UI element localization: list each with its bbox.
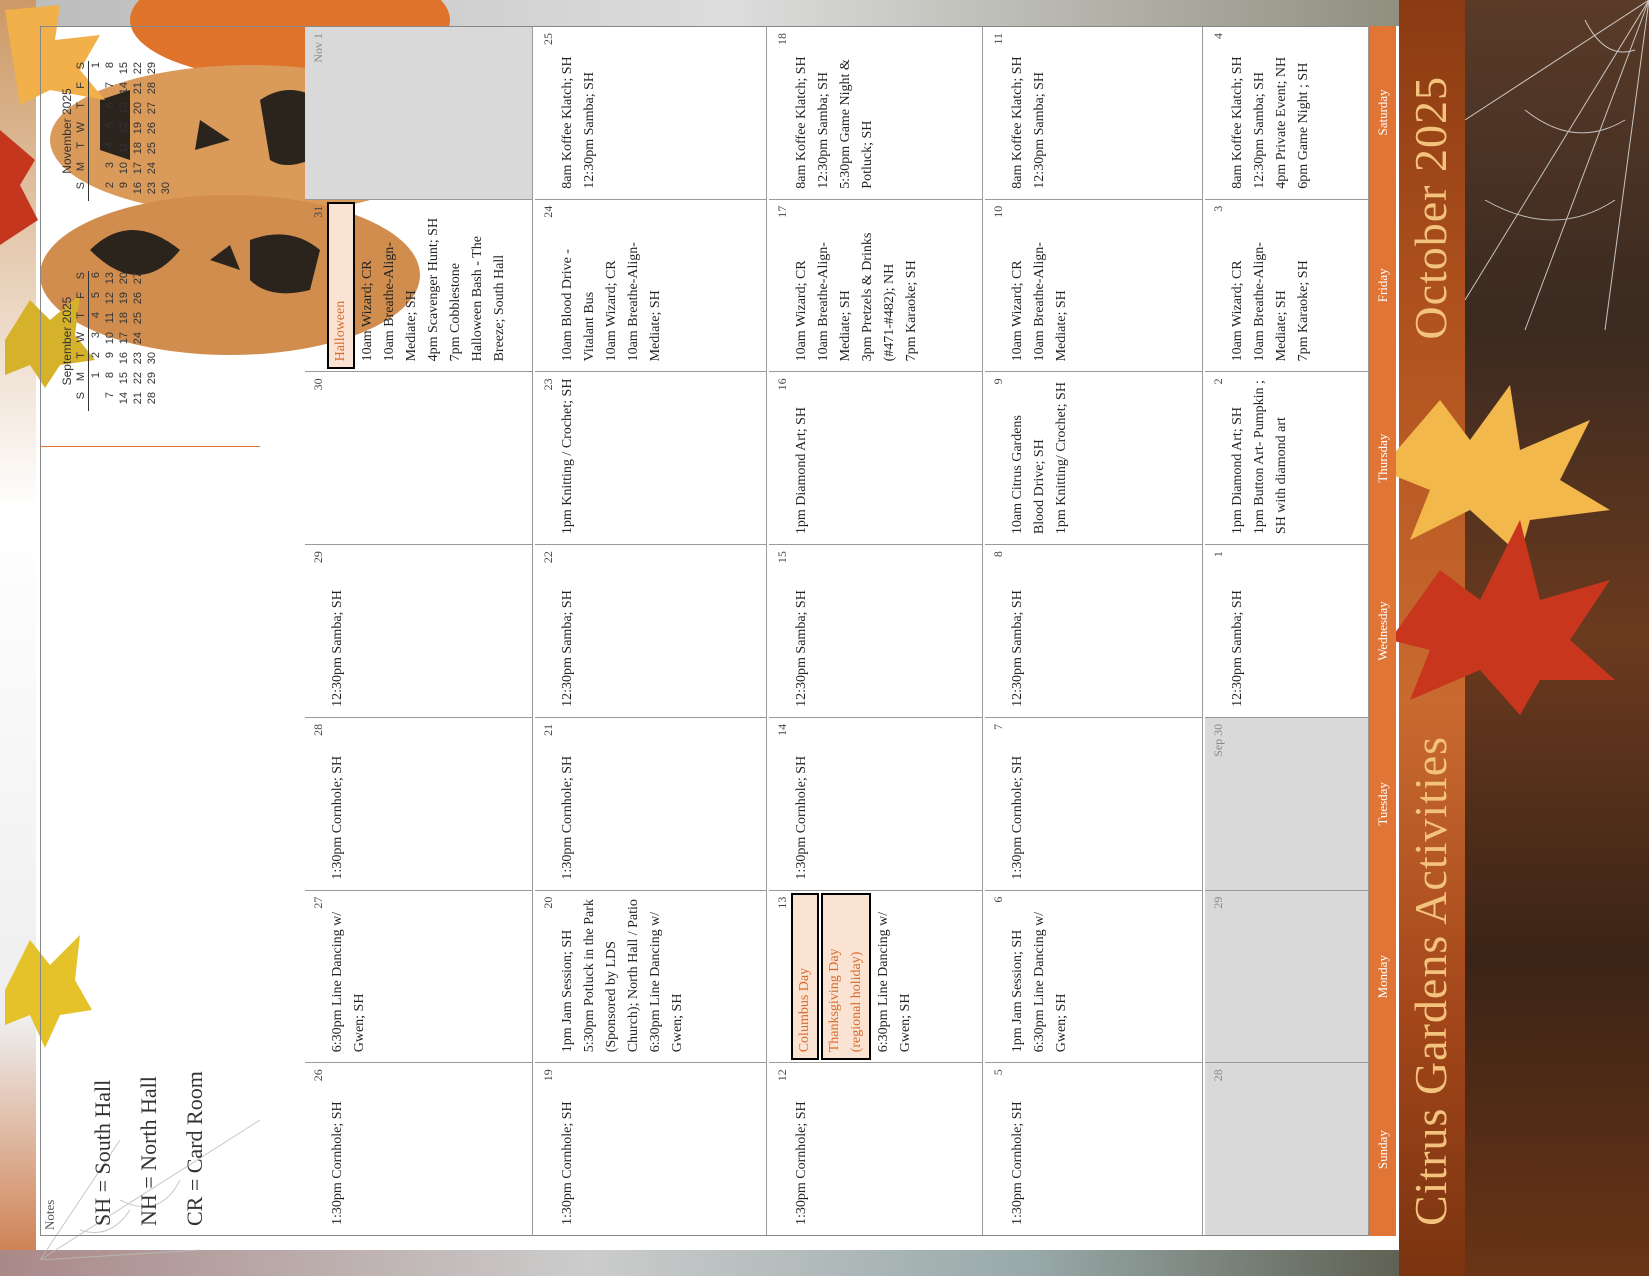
- mini-calendar-day: [89, 101, 104, 121]
- mini-calendar-day: 20: [132, 102, 144, 115]
- event-entry[interactable]: 1:30pm Cornhole; SH: [1010, 755, 1025, 880]
- mini-calendar-day: 2: [90, 352, 102, 359]
- mini-calendar-day: 27: [146, 102, 158, 115]
- event-entry[interactable]: 7pm Karaoke; SH: [904, 260, 919, 362]
- day-cell[interactable]: [535, 890, 767, 1063]
- day-number: 24: [541, 205, 555, 218]
- event-entry[interactable]: 12:30pm Samba; SH: [1032, 72, 1047, 189]
- mini-calendar-day: 18: [132, 142, 144, 155]
- day-name-header: Friday: [1375, 268, 1390, 303]
- mini-calendar-day: 21: [132, 82, 144, 95]
- event-entry[interactable]: 10am Wizard; CR: [1230, 260, 1245, 362]
- legend-item: CR = Card Room: [182, 1071, 207, 1226]
- day-cell[interactable]: [769, 27, 983, 199]
- day-number: 12: [775, 1069, 789, 1082]
- event-entry[interactable]: 8am Koffee Klatch; SH: [1230, 56, 1245, 189]
- mini-calendar-day: [89, 81, 104, 101]
- event-entry[interactable]: 12:30pm Samba; SH: [794, 590, 809, 707]
- day-cell[interactable]: [305, 717, 533, 890]
- day-number: 22: [541, 551, 555, 564]
- day-number: 18: [775, 32, 789, 45]
- day-number: 11: [991, 32, 1005, 45]
- day-number: Nov 1: [311, 32, 325, 63]
- day-name-header: Thursday: [1375, 433, 1390, 483]
- event-entry[interactable]: 1:30pm Cornhole; SH: [794, 755, 809, 880]
- mini-calendar-day: 8: [104, 62, 116, 69]
- day-cell[interactable]: [1205, 27, 1369, 199]
- day-cell[interactable]: [535, 371, 767, 544]
- day-name-header: Monday: [1375, 955, 1390, 999]
- event-entry[interactable]: 10am Wizard; CR: [794, 260, 809, 362]
- day-number: 21: [541, 723, 555, 736]
- mini-calendar-day: 13: [104, 272, 116, 285]
- day-cell[interactable]: [769, 544, 983, 717]
- mini-calendar-day: 4: [104, 142, 116, 149]
- mini-calendar-day: 24: [132, 332, 144, 345]
- day-number: 26: [311, 1069, 325, 1082]
- day-number: 27: [311, 896, 325, 909]
- event-entry[interactable]: 1pm Diamond Art; SH: [1230, 406, 1245, 535]
- day-cell[interactable]: [985, 717, 1203, 890]
- mini-calendar-day: 7: [104, 392, 116, 399]
- event-entry[interactable]: 10am Breathe-Align-Mediate; SH: [816, 242, 853, 362]
- event-entry[interactable]: 1:30pm Cornhole; SH: [1010, 1101, 1025, 1225]
- day-name-header: Sunday: [1375, 1130, 1390, 1170]
- event-entry[interactable]: 1pm Jam Session; SH: [560, 929, 575, 1053]
- mini-calendar-title: September 2025: [60, 296, 74, 386]
- mini-calendar-day: 17: [132, 162, 144, 175]
- week-row: [1205, 27, 1369, 1235]
- day-name-header: Tuesday: [1375, 782, 1390, 826]
- event-entry[interactable]: 1pm Button Art- Pumpkin ; SH with diamond art: [1252, 380, 1289, 535]
- day-number: Sep 30: [1211, 723, 1225, 757]
- day-name-header: Wednesday: [1375, 601, 1390, 661]
- mini-calendar-day: [89, 161, 104, 181]
- mini-calendar-weekday: F: [74, 291, 89, 311]
- mini-calendar-day: 17: [118, 332, 130, 345]
- day-cell[interactable]: [769, 1062, 983, 1235]
- day-cell[interactable]: [985, 544, 1203, 717]
- mini-calendar-day: 29: [146, 62, 158, 75]
- notes-section: [40, 26, 260, 1236]
- week-row: [769, 27, 983, 1235]
- day-number: 15: [775, 551, 789, 564]
- event-entry[interactable]: 12:30pm Samba; SH: [330, 590, 345, 707]
- event-entry[interactable]: 6:30pm Line Dancing w/ Gwen; SH: [876, 911, 913, 1053]
- mini-calendar-weekday: M: [74, 161, 89, 181]
- day-number: 20: [541, 896, 555, 909]
- week-row: [305, 27, 533, 1235]
- day-number: 1: [1211, 551, 1225, 558]
- day-name-header: Saturday: [1375, 89, 1390, 136]
- day-cell[interactable]: [1205, 1062, 1369, 1235]
- mini-calendar-day: 11: [118, 142, 130, 154]
- mini-calendar-day: [159, 81, 173, 101]
- mini-calendar-day: 29: [146, 372, 158, 385]
- mini-calendar-day: 30: [146, 352, 158, 365]
- day-number: 25: [541, 32, 555, 45]
- mini-calendar-weekday: S: [74, 181, 89, 201]
- mini-calendar-day: 12: [118, 122, 130, 135]
- mini-calendar-day: 25: [132, 312, 144, 325]
- event-entry[interactable]: 12:30pm Samba; SH: [816, 72, 831, 189]
- holiday-label: Halloween: [327, 202, 355, 370]
- day-number: 13: [775, 896, 789, 909]
- day-cell[interactable]: [305, 890, 533, 1063]
- day-cell[interactable]: [1205, 717, 1369, 890]
- mini-calendar-weekday: T: [74, 141, 89, 161]
- day-header-row: [1370, 26, 1396, 1236]
- mini-calendar-day: 28: [146, 392, 158, 405]
- mini-calendar-day: 24: [146, 162, 158, 175]
- mini-calendar-november: [40, 26, 260, 236]
- event-entry[interactable]: 10am Citrus Gardens Blood Drive; SH: [1010, 415, 1047, 535]
- event-entry[interactable]: 12:30pm Samba; SH: [560, 590, 575, 707]
- mini-calendar-day: [89, 181, 104, 201]
- mini-calendar-day: 14: [118, 392, 130, 405]
- mini-calendar-day: 15: [118, 372, 130, 385]
- day-number: 5: [991, 1069, 1005, 1076]
- event-entry[interactable]: 10am Wizard; CR: [360, 260, 375, 362]
- event-entry[interactable]: 1pm Diamond Art; SH: [794, 406, 809, 535]
- day-cell[interactable]: [769, 199, 983, 372]
- mini-calendar-day: 8: [104, 372, 116, 379]
- notes-label: Notes: [42, 1199, 57, 1230]
- mini-calendar-day: 3: [90, 332, 102, 339]
- day-cell[interactable]: [1205, 544, 1369, 717]
- day-cell[interactable]: [305, 544, 533, 717]
- day-number: 31: [311, 205, 325, 218]
- event-entry[interactable]: 10am Wizard; CR: [1010, 260, 1025, 362]
- mini-calendar-day: 2: [104, 182, 116, 189]
- day-cell[interactable]: [535, 544, 767, 717]
- day-number: 29: [311, 551, 325, 564]
- mini-calendar-day: 5: [90, 292, 102, 299]
- day-number: 19: [541, 1069, 555, 1082]
- day-number: 4: [1211, 32, 1225, 39]
- day-cell[interactable]: [769, 890, 983, 1063]
- mini-calendar-weekday: M: [74, 371, 89, 391]
- day-number: 17: [775, 205, 789, 218]
- day-number: 7: [991, 723, 1005, 730]
- mini-calendar-weekday: F: [74, 81, 89, 101]
- mini-calendar-day: 28: [146, 82, 158, 95]
- mini-calendar-day: 25: [146, 142, 158, 155]
- week-row: [985, 27, 1203, 1235]
- mini-calendar-weekday: T: [74, 101, 89, 121]
- day-cell[interactable]: [1205, 199, 1369, 372]
- day-number: 29: [1211, 896, 1225, 909]
- mini-calendar-weekday: S: [74, 271, 89, 291]
- day-cell[interactable]: [535, 27, 767, 199]
- mini-calendar-day: 19: [118, 292, 130, 305]
- mini-calendar-day: 7: [104, 82, 116, 89]
- day-cell[interactable]: [305, 27, 533, 199]
- legend-item: SH = South Hall: [90, 1079, 115, 1226]
- event-entry[interactable]: 5:30pm Game Night & Potluck; SH: [838, 59, 875, 189]
- event-entry[interactable]: 1pm Knitting/ Crochet; SH: [1054, 382, 1069, 535]
- day-cell[interactable]: [985, 199, 1203, 372]
- mini-calendar-weekday: T: [74, 311, 89, 331]
- mini-calendar-day: 19: [132, 122, 144, 135]
- day-cell[interactable]: [305, 371, 533, 544]
- mini-calendar-table: [74, 61, 173, 201]
- mini-calendar-day: 6: [104, 102, 116, 109]
- mini-calendar-day: [89, 141, 104, 161]
- mini-calendar-weekday: T: [74, 351, 89, 371]
- mini-calendar-day: 16: [132, 182, 144, 195]
- mini-calendar-day: [159, 61, 173, 81]
- day-number: 6: [991, 896, 1005, 903]
- mini-calendar-day: [89, 121, 104, 141]
- event-entry[interactable]: 1pm Jam Session; SH: [1010, 929, 1025, 1053]
- event-entry[interactable]: 1:30pm Cornhole; SH: [794, 1101, 809, 1225]
- event-entry[interactable]: 8am Koffee Klatch; SH: [560, 56, 575, 189]
- mini-calendar-day: 27: [132, 272, 144, 285]
- event-entry[interactable]: 10am Blood Drive - Vitalant Bus: [560, 249, 597, 362]
- event-entry[interactable]: 8am Koffee Klatch; SH: [1010, 56, 1025, 189]
- mini-calendar-day: [145, 271, 159, 291]
- event-entry[interactable]: 10am Breathe-Align-Mediate; SH: [626, 242, 663, 362]
- day-number: 2: [1211, 378, 1225, 385]
- event-entry[interactable]: 10am Breathe-Align-Mediate; SH: [1032, 242, 1069, 362]
- event-entry[interactable]: 3pm Pretzels & Drinks (#471-#482); NH: [860, 232, 897, 362]
- mini-calendar-day: 5: [104, 122, 116, 129]
- event-entry[interactable]: 7pm Karaoke; SH: [1296, 260, 1311, 362]
- day-cell[interactable]: [985, 371, 1203, 544]
- mini-calendar-day: 11: [104, 312, 116, 324]
- mini-calendar-day: 20: [118, 272, 130, 285]
- mini-calendar-day: 23: [132, 352, 144, 365]
- day-cell[interactable]: [1205, 371, 1369, 544]
- mini-calendar-day: 22: [132, 372, 144, 385]
- mini-calendar-day: 9: [104, 352, 116, 359]
- event-entry[interactable]: 1:30pm Cornhole; SH: [330, 1101, 345, 1225]
- mini-calendar-title: November 2025: [60, 88, 74, 174]
- mini-calendar-day: [159, 141, 173, 161]
- month-title: October 2025: [1404, 76, 1456, 340]
- mini-calendar-day: 15: [118, 62, 130, 75]
- mini-calendar-day: 21: [132, 392, 144, 405]
- mini-calendar-day: 14: [118, 82, 130, 95]
- event-entry[interactable]: 6pm Game Night ; SH: [1296, 62, 1311, 189]
- mini-calendar-day: 26: [132, 292, 144, 305]
- mini-calendar-day: 18: [118, 312, 130, 325]
- event-entry[interactable]: 10am Wizard; CR: [604, 260, 619, 362]
- mini-calendar-day: 22: [132, 62, 144, 75]
- mini-calendar-day: 23: [146, 182, 158, 195]
- day-number: 16: [775, 378, 789, 391]
- day-cell[interactable]: [535, 717, 767, 890]
- event-entry[interactable]: 1pm Knitting / Crochet; SH: [560, 378, 575, 535]
- day-cell[interactable]: [305, 199, 533, 372]
- day-cell[interactable]: [535, 199, 767, 372]
- event-entry[interactable]: 12:30pm Samba; SH: [582, 72, 597, 189]
- mini-calendar-weekday: S: [74, 61, 89, 81]
- day-cell[interactable]: [1205, 890, 1369, 1063]
- mini-calendar-september: [40, 236, 260, 446]
- mini-calendar-day: 4: [90, 312, 102, 319]
- event-entry[interactable]: 6:30pm Line Dancing w/ Gwen; SH: [1032, 911, 1069, 1053]
- event-entry[interactable]: 12:30pm Samba; SH: [1252, 72, 1267, 189]
- event-entry[interactable]: 6:30pm Line Dancing w/ Gwen; SH: [648, 911, 685, 1053]
- mini-calendar-day: 30: [160, 182, 172, 195]
- day-cell[interactable]: [985, 27, 1203, 199]
- page-title: Citrus Gardens Activities: [1404, 735, 1456, 1226]
- event-entry[interactable]: 5:30pm Potluck in the Park (Sponsored by LDS Church); North Hall / Patio: [582, 899, 641, 1053]
- event-entry[interactable]: 10am Breathe-Align-Mediate; SH: [1252, 242, 1289, 362]
- holiday-label: Columbus Day: [791, 893, 819, 1061]
- event-entry[interactable]: 6:30pm Line Dancing w/ Gwen; SH: [330, 911, 367, 1053]
- event-entry[interactable]: 4pm Private Event; NH: [1274, 56, 1289, 189]
- mini-calendar-day: 16: [118, 352, 130, 365]
- mini-calendar-weekday: W: [74, 331, 89, 351]
- day-number: 28: [311, 723, 325, 736]
- event-entry[interactable]: 4pm Scavenger Hunt; SH: [426, 217, 441, 362]
- mini-calendar-day: 13: [118, 102, 130, 115]
- mini-calendar-day: 1: [90, 62, 102, 69]
- event-entry[interactable]: 1:30pm Cornhole; SH: [330, 755, 345, 880]
- mini-calendar-day: 6: [90, 272, 102, 279]
- mini-calendar-day: [145, 331, 159, 351]
- day-number: 8: [991, 551, 1005, 558]
- day-number: 9: [991, 378, 1005, 385]
- event-entry[interactable]: 12:30pm Samba; SH: [1010, 590, 1025, 707]
- day-cell[interactable]: [769, 371, 983, 544]
- day-cell[interactable]: [985, 1062, 1203, 1235]
- day-number: 3: [1211, 205, 1225, 212]
- mini-calendar-day: 12: [104, 292, 116, 305]
- mini-calendar-day: 1: [90, 372, 102, 379]
- mini-calendar-day: 3: [104, 162, 116, 169]
- day-number: 23: [541, 378, 555, 391]
- event-entry[interactable]: 1:30pm Cornhole; SH: [560, 1101, 575, 1225]
- mini-calendar-weekday: W: [74, 121, 89, 141]
- mini-calendar-day: [159, 161, 173, 181]
- title-bar: [1395, 76, 1465, 1226]
- notes-area: [40, 446, 260, 1236]
- mini-calendar-day: [159, 101, 173, 121]
- event-entry[interactable]: 8am Koffee Klatch; SH: [794, 56, 809, 189]
- mini-calendar-day: 9: [118, 182, 130, 189]
- day-number: 10: [991, 205, 1005, 218]
- day-cell[interactable]: [769, 717, 983, 890]
- mini-calendar-day: [89, 391, 104, 411]
- mini-calendar-day: [159, 121, 173, 141]
- event-entry[interactable]: 12:30pm Samba; SH: [1230, 590, 1245, 707]
- legend-item: NH = North Hall: [136, 1076, 161, 1226]
- day-cell[interactable]: [305, 1062, 533, 1235]
- legend: [80, 1071, 218, 1226]
- day-number: 28: [1211, 1069, 1225, 1082]
- mini-calendar-day: 26: [146, 122, 158, 135]
- mini-calendar-weekday: S: [74, 391, 89, 411]
- day-cell[interactable]: [535, 1062, 767, 1235]
- event-entry[interactable]: 1:30pm Cornhole; SH: [560, 755, 575, 880]
- holiday-label: Thanksgiving Day (regional holiday): [821, 893, 871, 1061]
- day-cell[interactable]: [985, 890, 1203, 1063]
- mini-calendar-table: [74, 271, 159, 411]
- event-entry[interactable]: 10am Breathe-Align-Mediate; SH: [382, 242, 419, 362]
- mini-calendar-day: 10: [104, 332, 116, 345]
- mini-calendar-day: 10: [118, 162, 130, 175]
- event-entry[interactable]: 7pm Cobblestone Halloween Bash - The Breeze; South Hall: [448, 236, 507, 362]
- week-row: [535, 27, 767, 1235]
- day-number: 14: [775, 723, 789, 736]
- day-number: 30: [311, 378, 325, 391]
- mini-calendar-day: [145, 291, 159, 311]
- mini-calendar-day: [145, 311, 159, 331]
